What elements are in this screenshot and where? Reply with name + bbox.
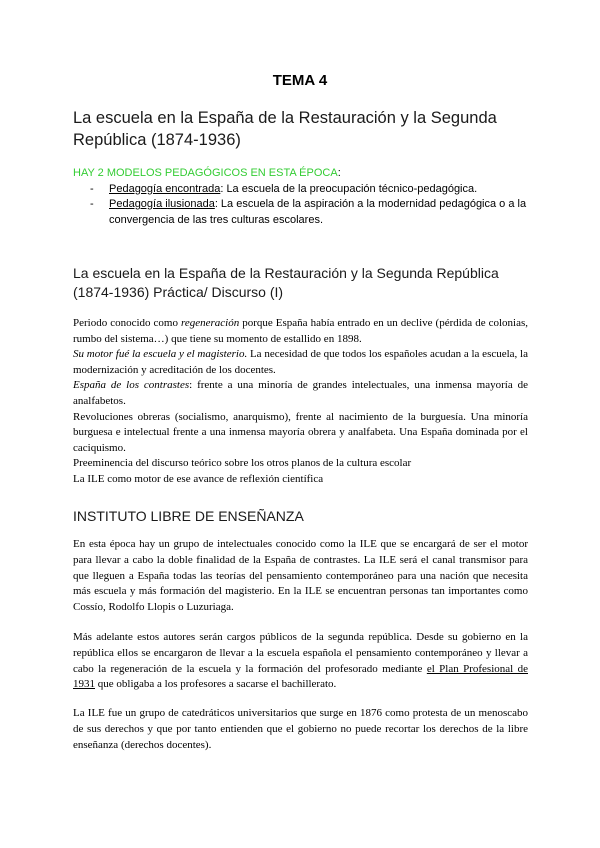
text-run: Más adelante estos autores serán cargos públicos de la segunda república. Desde su gobierno en la república ellos se encargaron de llevar a la escuela española el pensamiento contemporáneo y llevar a cabo la regeneración de la escuela y la formación del profesorado mediante	[73, 631, 528, 675]
dash-bullet-icon: -	[90, 182, 94, 195]
paragraph: Preeminencia del discurso teórico sobre los otros planos de la cultura escolar	[73, 457, 412, 470]
model-term: Pedagogía encontrada	[109, 182, 221, 195]
pedagogical-models-section	[73, 166, 543, 228]
paragraph: Revoluciones obreras (socialismo, anarquismo), frente al nacimiento de la burguesía. Una minoría burguesa e intelectual frente a una inmensa mayoría obrera y analfabeta. Una España dominada por el caciquismo.	[73, 410, 528, 454]
ile-paragraph-1: En esta época hay un grupo de intelectuales conocido como la ILE que se encargará de ser el motor para llevar a cabo la doble finalidad de la España de contrastes. La ILE será el canal transmisor para que lleguen a España todas las teorías del pensamiento contemporáneo para una nación que necesita más escuela y más formación del magisterio. En la ILE se encuentran personas tan importantes como Cossío, Rodolfo Llopis o Luzuriaga.	[73, 538, 528, 614]
text-run: La necesidad de que todos los españoles acudan a la escuela, la modernización y acreditación de los docentes.	[73, 348, 528, 376]
emphasis-text: regeneración	[181, 317, 240, 329]
page-title: TEMA 4	[272, 72, 328, 89]
list-item	[73, 182, 543, 198]
text-run: porque España había entrado en un declive (pérdida de colonias, rumbo del sistema…) que tiene su momento de estallido en 1898.	[73, 317, 528, 345]
section-heading-practice-discourse: La escuela en la España de la Restauración y la Segunda República (1874-1936) Práctica/ Discurso (I)	[73, 265, 499, 300]
ile-paragraph-2	[73, 630, 528, 693]
models-header	[73, 166, 543, 182]
paragraph	[73, 378, 528, 409]
model-description: : La escuela de la preocupación técnico-pedagógica.	[220, 182, 478, 195]
models-header-colon: :	[337, 167, 341, 179]
models-header-text: HAY 2 MODELOS PEDAGÓGICOS EN ESTA ÉPOCA	[73, 167, 338, 179]
text-run: que obligaba a los profesores a sacarse el bachillerato.	[95, 678, 337, 691]
dash-bullet-icon: -	[90, 198, 94, 210]
paragraph	[73, 316, 528, 347]
text-run: Periodo conocido como	[73, 317, 181, 329]
list-item	[73, 197, 543, 228]
models-list	[73, 182, 543, 229]
underlined-reference: el Plan Profesional de 1931	[73, 662, 528, 691]
context-block	[73, 316, 528, 488]
paragraph: La ILE como motor de ese avance de reflexión científica	[73, 472, 324, 485]
main-heading: La escuela en la España de la Restauración y la Segunda República (1874-1936)	[73, 109, 497, 149]
text-run: : frente a una minoría de grandes intelectuales, una inmensa mayoría de analfabetos.	[73, 379, 528, 407]
section-heading-ile: INSTITUTO LIBRE DE ENSEÑANZA	[73, 508, 304, 524]
model-description: : La escuela de la aspiración a la modernidad pedagógica o a la convergencia de las tres culturas escolares.	[109, 198, 527, 226]
model-term: Pedagogía ilusionada	[109, 198, 215, 210]
emphasis-text: España de los contrastes	[73, 379, 190, 392]
emphasis-text: Su motor fué la escuela y el magisterio.	[73, 348, 248, 361]
paragraph	[73, 347, 528, 378]
ile-paragraph-3: La ILE fue un grupo de catedráticos universitarios que surge en 1876 como protesta de un menoscabo de sus derechos y que por tanto entienden que el gobierno no puede recortar los derechos de la libre enseñanza (derechos docentes).	[73, 707, 528, 751]
